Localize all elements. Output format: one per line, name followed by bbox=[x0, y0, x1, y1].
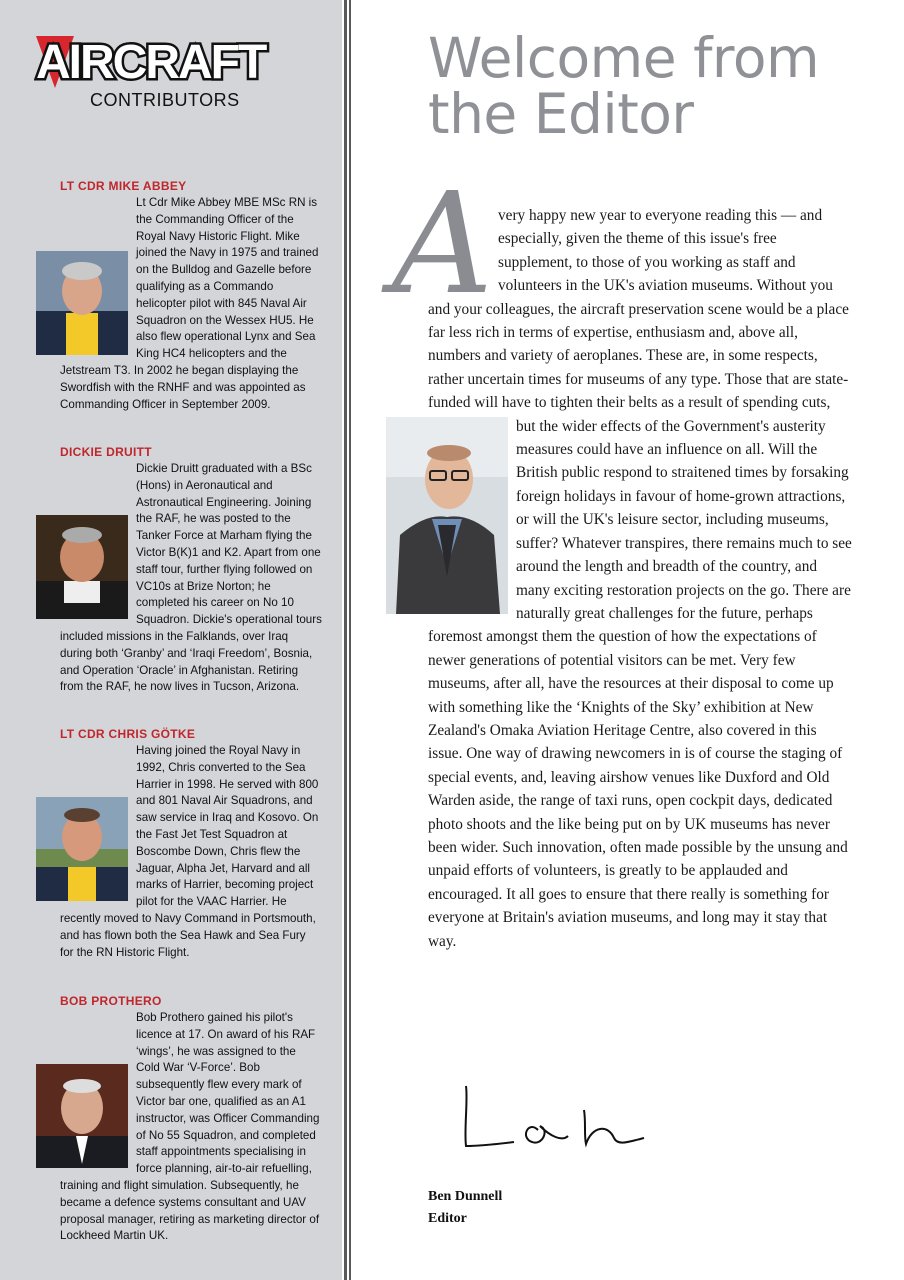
page-title bbox=[428, 26, 868, 146]
title-line-1: Welcome from bbox=[428, 26, 820, 90]
logo-title: AIRCRAFT bbox=[36, 36, 266, 89]
contributor-name: LT CDR MIKE ABBEY bbox=[60, 179, 187, 193]
main-paragraph: but the wider effects of the Government's austerity measures could have an influence on all. Will the British public respond to straitened times by forsaking foreign holidays in favour of home-grown attractions, or will the UK's leisure sector, including museums, suffer? Whatever transpires, there remains much to see around the length and breadth of the country, and many exciting restoration projects on the go. There are naturally great challenges for the future, perhaps foremost amongst them the question of how the expectations of newer generations of potential visitors can be met. Very few museums, after all, have the resources at their disposal to come up with something like the ‘Knights of the Sky’ exhibition at New Zealand's Omaka Aviation Heritage Centre, also covered in this issue. One way of drawing newcomers in is of course the staging of special events, and, leaving airshow venues like Duxford and Old Warden aside, the range of taxi runs, open cockpit days, dedicated photo shoots and the like being put on by UK museums has never been wider. Such innovation, often made possible by the unsung and unpaid efforts of volunteers, is greatly to be applauded and encouraged. It all goes to ensure that there really is something for everyone at Britain's aviation museums, and long may it stay that way. bbox=[428, 417, 852, 950]
contributor-name: LT CDR CHRIS GÖTKE bbox=[60, 727, 196, 741]
column-divider bbox=[344, 0, 347, 1280]
title-line-2: the Editor bbox=[428, 82, 694, 146]
contributor-bio: Dickie Druitt graduated with a BSc (Hons) in Aeronautical and Astronautical Engineering. Joining the RAF, he was posted to the Tanker Force at Marham flying the Victor B(K)1 and K2. Apart from one staff tour, further flying followed on VC10s at Brize Norton; he completed his career on No 10 Squadron. Dickie's operational tours included missions in the Falklands, over Iraq during both ‘Granby’ and ‘Iraqi Freedom’, Bosnia, and Operation ‘Oracle’ in Afghanistan. Retiring from the RAF, he now lives in Tucson, Arizona. bbox=[60, 462, 322, 694]
contributor-bio: Having joined the Royal Navy in 1992, Chris converted to the Sea Harrier in 1998. He served with 800 and 801 Naval Air Squadrons, and saw service in Iraq and Kosovo. On the Fast Jet Test Squadron at Boscombe Down, Chris flew the Jaguar, Alpha Jet, Harvard and all marks of Harrier, becoming project pilot for the VAAC Harrier. He recently moved to Navy Command in Portsmouth, and has flown both the Sea Hawk and Sea Fury for the RN Historic Flight. bbox=[60, 744, 319, 959]
contributor-name: BOB PROTHERO bbox=[60, 994, 162, 1008]
editor-photo bbox=[386, 417, 508, 614]
aircraft-logo bbox=[34, 26, 304, 116]
contributor-bio: Lt Cdr Mike Abbey MBE MSc RN is the Commanding Officer of the Royal Navy Historic Flight. Mike joined the Navy in 1975 and trained on the Bulldog and Gazelle before qualifying as a Commando helicopter pilot with 845 Naval Air Squadron on the Wessex HU5. He also flew operational Lynx and Sea King HC4 helicopters and the Jetstream T3. In 2002 he began displaying the Swordfish with the RNHF and was appointed as Commanding Officer in September 2009. bbox=[60, 196, 319, 411]
signoff-name: Ben Dunnell bbox=[428, 1189, 503, 1204]
contributor-bob-prothero bbox=[60, 993, 322, 1245]
signoff bbox=[428, 1186, 502, 1230]
intro-paragraph: very happy new year to everyone reading this — and especially, given the theme of this issue's free supplement, to those of you working as staff and volunteers in the UK's aviation museums. Without you and your colleagues, the aircraft preservation scene would be a place far less rich in terms of expertise, enthusiasm and, above all, numbers and variety of aeroplanes. These are, in some respects, rather uncertain times for museums of any type. Those that are state-funded will have to tighten their belts as a result of spending cuts, bbox=[428, 207, 849, 412]
contributor-bio: Bob Prothero gained his pilot's licence at 17. On award of his RAF ‘wings’, he was assigned to the Cold War ‘V-Force’. Bob subsequently flew every mark of Victor bar one, qualified as an A1 instructor, was Officer Commanding of No 55 Squadron, and completed staff appointments specialising in force planning, air-to-air refuelling, training and flight simulation. Subsequently, he became a defence systems consultant and UAV proposal manager, retiring as marketing director of Lockheed Martin UK. bbox=[60, 1011, 320, 1243]
editor-signature bbox=[458, 1080, 658, 1165]
chris-gotke-photo bbox=[36, 797, 128, 901]
bob-prothero-photo bbox=[36, 1064, 128, 1168]
drop-cap: A bbox=[392, 163, 494, 326]
contributor-name: DICKIE DRUITT bbox=[60, 445, 152, 459]
dickie-druitt-photo bbox=[36, 515, 128, 619]
mike-abbey-photo bbox=[36, 251, 128, 355]
signoff-role: Editor bbox=[428, 1211, 467, 1226]
contributor-bio-mike bbox=[60, 195, 322, 413]
column-divider bbox=[349, 0, 351, 1280]
contributor-dickie-druitt bbox=[60, 444, 322, 696]
editor-letter bbox=[392, 163, 852, 953]
contributors-sidebar bbox=[0, 0, 342, 1280]
logo-subtitle: CONTRIBUTORS bbox=[90, 90, 240, 110]
contributor-chris-gotke bbox=[60, 726, 322, 961]
